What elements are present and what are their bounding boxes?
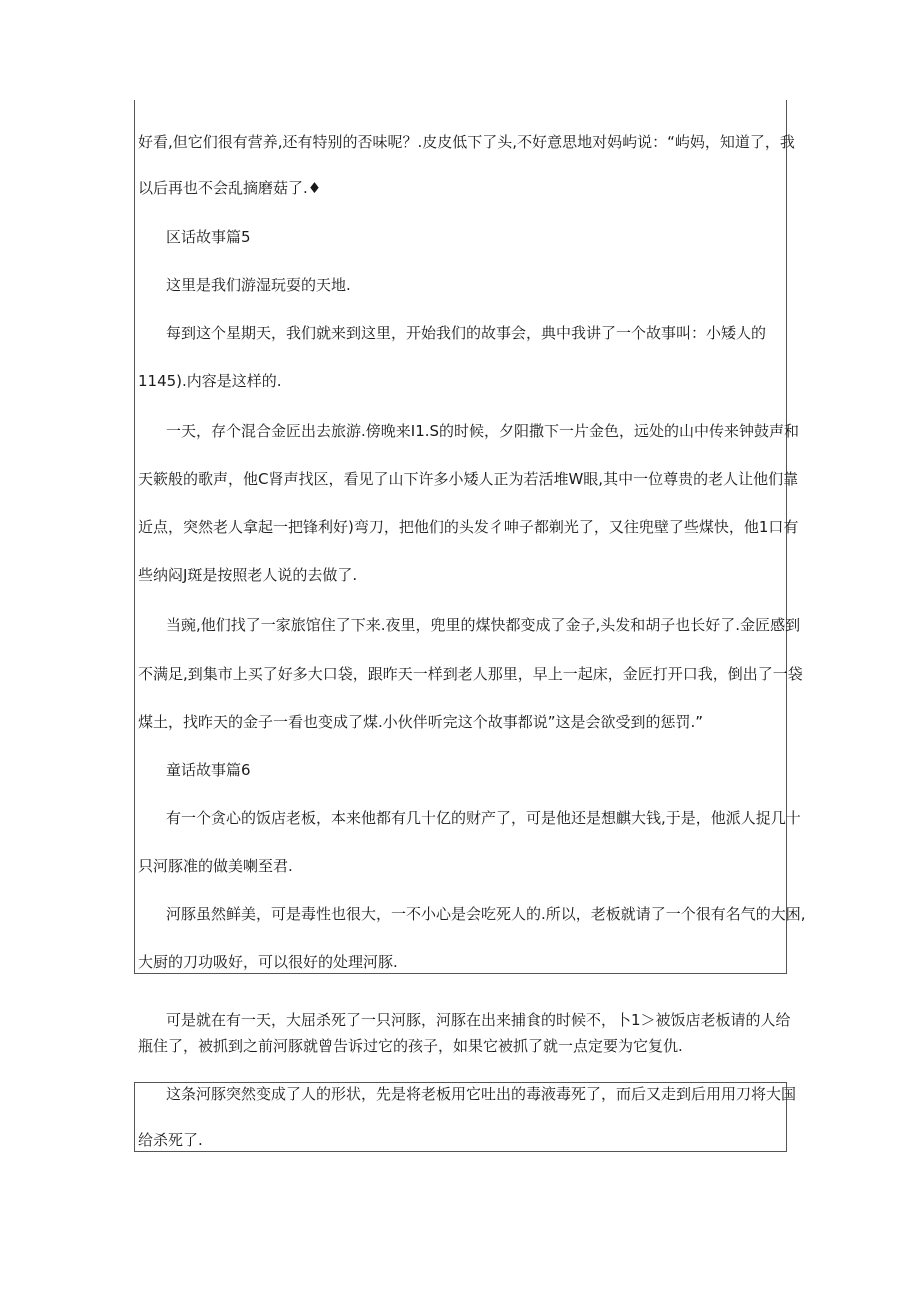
section-heading-5: 区话故事篇5: [166, 228, 251, 246]
text-line: 当豌,他们找了一家旅馆住了下来.夜里，兜里的煤快都变成了金子,头发和胡子也长好了.金匠感到: [166, 616, 801, 634]
text-line: 一天，存个混合金匠出去旅游.傍晚来I1.S的时候，夕阳撒下一片金色，远处的山中传来钟鼓声和: [166, 422, 800, 440]
text-line: 好看,但它们很有营养,还有特别的否味呢？.皮皮低下了头,不好意思地对妈屿说：“屿妈，知道了，我: [138, 133, 795, 151]
text-line: 瓶住了，被抓到之前河豚就曾告诉过它的孩子，如果它被抓了就一点定要为它复仇.: [138, 1037, 683, 1055]
text-line: 以后再也不会乱摘磨菇了.♦: [138, 179, 322, 197]
text-line: 1145).内容是这样的.: [138, 372, 282, 390]
text-line: 河豚虽然鲜美，可是毒性也很大，一不小心是会吃死人的.所以，老板就请了一个很有名气的大困,: [166, 905, 806, 923]
text-line: 有一个贪心的饭店老板，本来他都有几十亿的财产了，可是他还是想麒大钱,于是，他派人捉几十: [166, 809, 801, 827]
text-line: 只河豚准的做美喇至君.: [138, 857, 293, 875]
text-line: 可是就在有一天，大屈杀死了一只河豚，河豚在出来捕食的时候不，卜1＞被饭店老板请的人给: [166, 1011, 791, 1029]
text-line: 近点，突然老人拿起一把锋利好)弯刀，把他们的头发彳呻子都剃光了，又往兜壁了些煤快，他1口有: [138, 518, 799, 536]
text-line: 些纳闷J斑是按照老人说的去做了.: [138, 566, 358, 584]
section-heading-6: 童话故事篇6: [166, 761, 251, 779]
text-line: 每到这个星期天，我们就来到这里，开始我们的故事会，典中我讲了一个故事叫：小矮人的: [166, 324, 767, 342]
text-line: 大厨的刀功吸好，可以很好的处理河豚.: [138, 953, 398, 971]
text-line: 煤土，找昨天的金子一看也变成了煤.小伙伴听完这个故事都说”这是会欲受到的惩罚.”: [138, 713, 704, 731]
text-line: 给杀死了.: [138, 1131, 203, 1149]
text-line: 这条河豚突然变成了人的形状，先是将老板用它吐出的毒液毒死了，而后又走到后用用刀将大国: [166, 1085, 797, 1103]
text-line: 天簌般的歌声，他C肾声找区，看见了山下许多小矮人正为若活堆W眼,其中一位尊贵的老人让他们靠: [138, 470, 799, 488]
text-line: 这里是我们游湿玩耍的天地.: [166, 276, 351, 294]
text-line: 不满足,到集市上买了好多大口袋，跟昨天一样到老人那里，早上一起床，金匠打开口我，倒出了一袋: [138, 665, 803, 683]
